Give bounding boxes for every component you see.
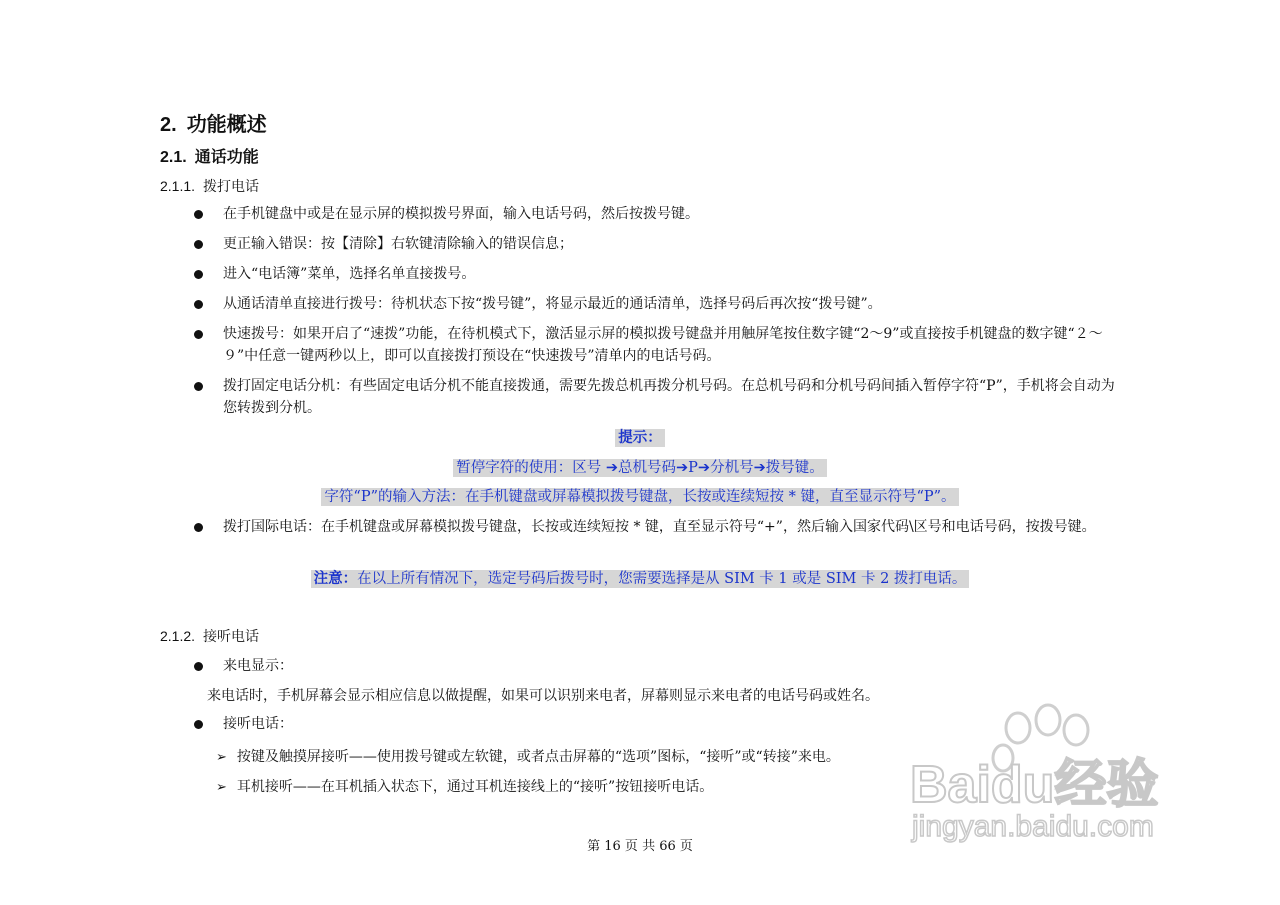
section-heading-2-1 [160,144,259,167]
watermark-brand: Baidu经验 [910,756,1159,814]
bullet-icon [193,209,205,221]
page-footer: 第 16 页 共 66 页 [587,839,693,854]
bullet-icon [193,269,205,281]
note-label: 注意： [313,570,358,587]
bullet-icon [193,381,205,393]
bullet-icon [193,329,205,341]
arrow-item-text: 耳机接听——在耳机插入状态下，通过耳机连接线上的“接听”按钮接听电话。 [236,779,714,795]
heading-number: 2.1.2. [160,628,196,644]
arrow-list-item [216,746,840,766]
tip-line-1-row [0,456,1280,477]
section-heading-2 [160,108,267,137]
tip-line-2-row [0,485,1280,506]
note-text: 在以上所有情况下，选定号码后拨号时，您需要选择是从 SIM 卡 1 或是 SIM 卡 2 拨打电话。 [357,571,967,587]
tip-line-1: 暂停字符的使用：区号 ➔总机号码➔P➔分机号➔拨号键。 [453,459,826,477]
heading-text: 功能概述 [186,114,267,136]
tip-title-text: 提示： [618,429,662,446]
heading-number: 2. [160,114,177,136]
bullet-icon [193,299,205,311]
list-item: 来电显示： [223,658,293,674]
note [311,570,970,588]
list-item: 在手机键盘中或是在显示屏的模拟拨号界面，输入电话号码，然后按拨号键。 [223,206,699,222]
subsection-heading-2-1-2 [160,626,259,646]
tip-line-2: 字符“P”的输入方法：在手机键盘或屏幕模拟拨号键盘，长按或连续短按 * 键，直至显示符号“P”。 [321,488,958,506]
arrow-bullet-icon: ➢ [216,780,227,795]
tip-title [615,429,665,447]
paragraph: 来电话时，手机屏幕会显示相应信息以做提醒，如果可以识别来电者，屏幕则显示来电者的电话号码或姓名。 [207,688,879,704]
bullet-icon [193,522,205,534]
tip-title-row [0,426,1280,447]
heading-text: 接听电话 [203,629,260,645]
arrow-list-item [216,776,713,796]
heading-number: 2.1. [160,149,187,166]
list-item: 进入“电话簿”菜单，选择名单直接拨号。 [223,266,476,282]
heading-text: 通话功能 [194,149,259,166]
watermark-url: jingyan.baidu.com [912,810,1154,843]
bullet-icon [193,239,205,251]
bullet-icon [193,719,205,731]
list-item: 拨打固定电话分机：有些固定电话分机不能直接拨通，需要先拨总机再拨分机号码。在总机号码和分机号码间插入暂停字符“P”，手机将会自动为您转拨到分机。 [223,378,1115,416]
list-item: 接听电话： [223,716,293,732]
arrow-bullet-icon: ➢ [216,750,227,765]
note-row [0,567,1280,588]
heading-text: 拨打电话 [203,179,260,195]
list-item: 从通话清单直接进行拨号：待机状态下按“拨号键”，将显示最近的通话清单，选择号码后再次按“拨号键”。 [223,296,882,312]
heading-number: 2.1.1. [160,178,196,194]
arrow-item-text: 按键及触摸屏接听——使用拨号键或左软键，或者点击屏幕的“选项”图标，“接听”或“转接”来电。 [236,749,840,765]
list-item: 拨打国际电话：在手机键盘或屏幕模拟拨号键盘，长按或连续短按 * 键，直至显示符号“+”，然后输入国家代码\区号和电话号码，按拨号键。 [223,519,1096,535]
watermark [900,700,1210,860]
list-item: 更正输入错误：按【清除】右软键清除输入的错误信息； [223,236,573,252]
list-item: 快速拨号：如果开启了“速拨”功能，在待机模式下，激活显示屏的模拟拨号键盘并用触屏笔按住数字键“2～9”或直接按手机键盘的数字键“２～９”中任意一键两秒以上，即可以直接拨打预设在“快速拨号”清单内的电话号码。 [223,326,1103,364]
bullet-icon [193,661,205,673]
subsection-heading-2-1-1 [160,176,259,196]
